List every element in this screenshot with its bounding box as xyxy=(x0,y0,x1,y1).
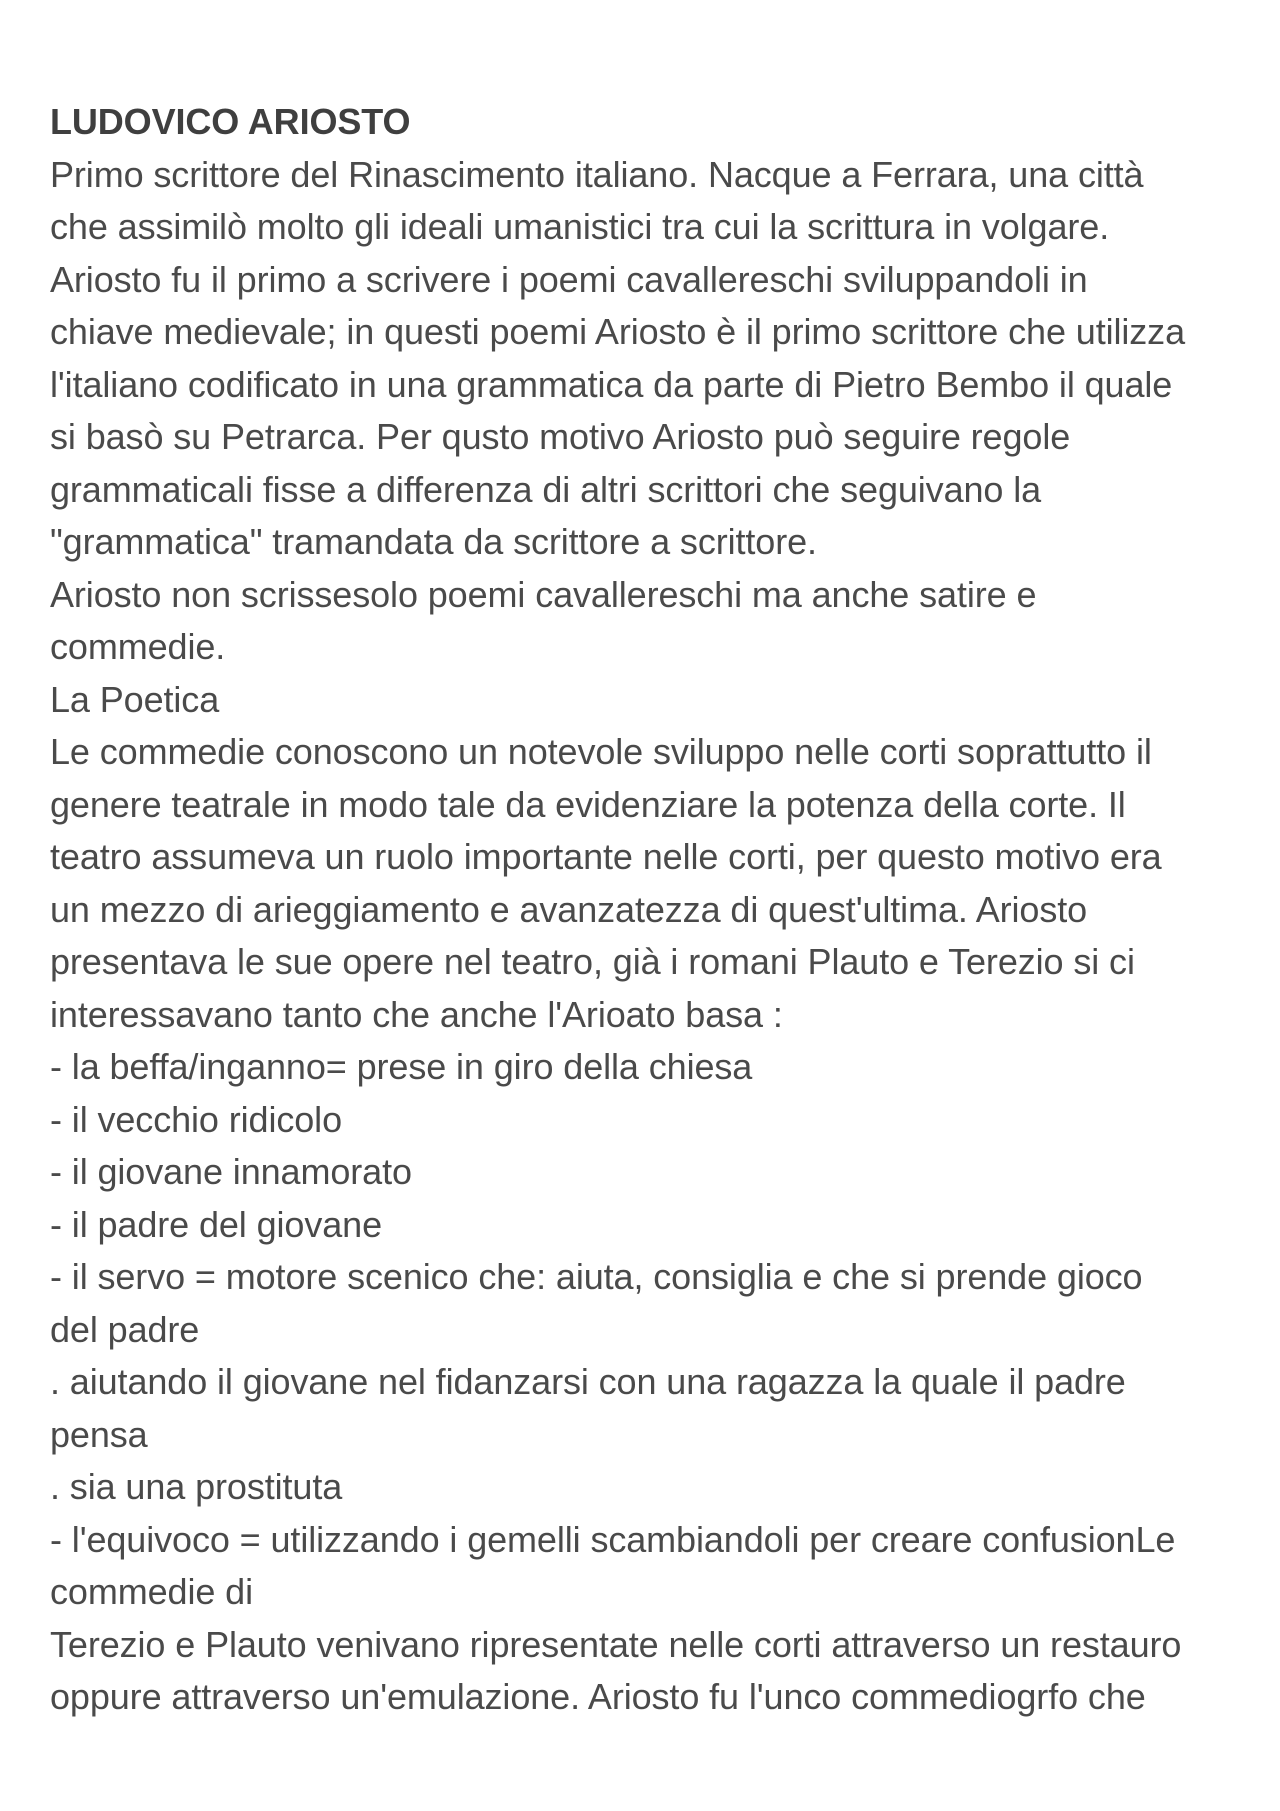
note-line: interessavano tanto che anche l'Arioato basa : xyxy=(50,993,783,1035)
note-line: presentava le sue opere nel teatro, già i romani Plauto e Terezio si ci xyxy=(50,941,1135,982)
note-line: Le commedie conoscono un notevole sviluppo nelle corti soprattutto il xyxy=(50,731,1152,772)
note-line: un mezzo di arieggiamento e avanzatezza di quest'ultima. Ariosto xyxy=(50,888,1088,930)
note-line: pensa xyxy=(50,1413,148,1455)
list-item: - il padre del giovane xyxy=(50,1203,383,1245)
note-line: che assimilò molto gli ideali umanistici tra cui la scrittura in volgare. xyxy=(50,206,1110,247)
note-line: teatro assumeva un ruolo importante nelle corti, per questo motivo era xyxy=(50,836,1162,877)
note-line: . sia una prostituta xyxy=(50,1466,343,1507)
note-line: Ariosto non scrissesolo poemi cavallereschi ma anche satire e xyxy=(50,573,1037,615)
note-line: Primo scrittore del Rinascimento italiano. Nacque a Ferrara, una città xyxy=(50,153,1144,195)
note-line: oppure attraverso un'emulazione. Ariosto fu l'unco commediogrfo che xyxy=(50,1676,1146,1717)
note-line: "grammatica" tramandata da scrittore a scrittore. xyxy=(50,521,817,562)
note-line: commedie. xyxy=(50,626,226,667)
note-line: commedie di xyxy=(50,1571,253,1612)
list-item: - l'equivoco = utilizzando i gemelli scambiandoli per creare confusionLe xyxy=(50,1518,1176,1560)
note-line: chiave medievale; in questi poemi Ariosto è il primo scrittore che utilizza xyxy=(50,311,1186,352)
list-item: - la beffa/inganno= prese in giro della chiesa xyxy=(50,1046,753,1087)
note-line: genere teatrale in modo tale da evidenziare la potenza della corte. Il xyxy=(50,783,1126,825)
note-line: . aiutando il giovane nel fidanzarsi con una ragazza la quale il padre xyxy=(50,1361,1126,1402)
list-item: - il giovane innamorato xyxy=(50,1151,412,1192)
note-line: Terezio e Plauto venivano ripresentate nelle corti attraverso un restauro xyxy=(50,1623,1182,1665)
list-item: - il servo = motore scenico che: aiuta, consiglia e che si prende gioco xyxy=(50,1256,1143,1297)
note-body xyxy=(50,96,1240,1724)
list-item: - il vecchio ridicolo xyxy=(50,1098,342,1140)
note-line: Ariosto fu il primo a scrivere i poemi cavallereschi sviluppandoli in xyxy=(50,258,1088,300)
note-title: LUDOVICO ARIOSTO xyxy=(50,101,411,142)
note-line: si basò su Petrarca. Per qusto motivo Ariosto può seguire regole xyxy=(50,416,1071,457)
note-line: l'italiano codificato in una grammatica da parte di Pietro Bembo il quale xyxy=(50,363,1173,405)
section-heading: La Poetica xyxy=(50,678,220,720)
note-line: grammaticali fisse a differenza di altri scrittori che seguivano la xyxy=(50,468,1042,510)
note-line: del padre xyxy=(50,1308,200,1350)
